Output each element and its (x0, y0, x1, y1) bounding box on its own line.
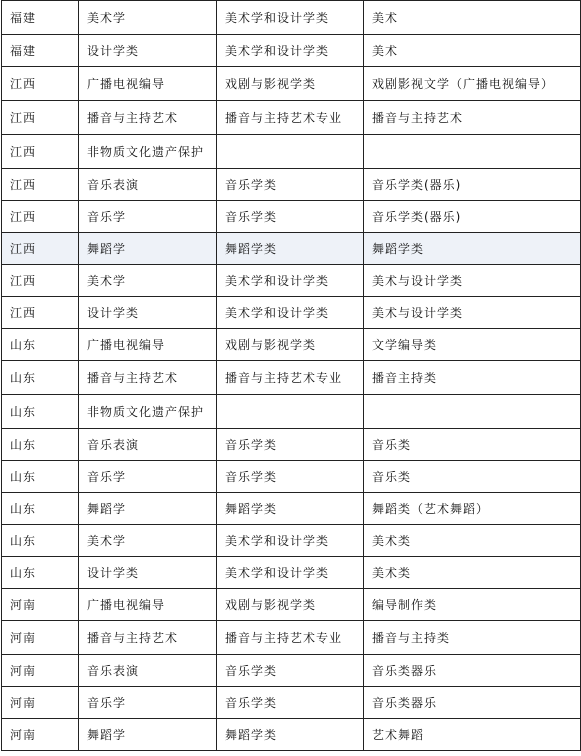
category-cell: 戏剧与影视学类 (217, 329, 364, 361)
major-cell: 广播电视编导 (79, 589, 217, 621)
exam-cell: 音乐类 (364, 461, 581, 493)
exam-cell: 舞蹈学类 (364, 233, 581, 265)
major-cell: 音乐表演 (79, 655, 217, 687)
exam-cell: 音乐类器乐 (364, 687, 581, 719)
table-row (2, 135, 581, 169)
major-cell: 设计学类 (79, 35, 217, 67)
category-cell: 音乐学类 (217, 429, 364, 461)
table-row (2, 265, 581, 297)
exam-cell: 美术 (364, 1, 581, 35)
province-cell: 河南 (2, 589, 79, 621)
exam-cell (364, 135, 581, 169)
province-cell: 江西 (2, 201, 79, 233)
table-row (2, 493, 581, 525)
category-cell: 音乐学类 (217, 169, 364, 201)
category-cell: 美术学和设计学类 (217, 1, 364, 35)
province-cell: 江西 (2, 233, 79, 265)
major-cell: 音乐学 (79, 201, 217, 233)
province-cell: 江西 (2, 297, 79, 329)
exam-cell: 播音与主持艺术 (364, 101, 581, 135)
province-cell: 江西 (2, 265, 79, 297)
table-row (2, 169, 581, 201)
major-cell: 广播电视编导 (79, 329, 217, 361)
exam-cell: 美术类 (364, 557, 581, 589)
province-cell: 江西 (2, 67, 79, 101)
major-cell: 设计学类 (79, 557, 217, 589)
table-row-highlighted (2, 233, 581, 265)
province-cell: 福建 (2, 35, 79, 67)
table-row (2, 201, 581, 233)
admission-table (1, 0, 581, 751)
province-cell: 山东 (2, 361, 79, 395)
province-cell: 福建 (2, 1, 79, 35)
category-cell: 播音与主持艺术专业 (217, 101, 364, 135)
major-cell: 舞蹈学 (79, 233, 217, 265)
category-cell: 戏剧与影视学类 (217, 67, 364, 101)
province-cell: 山东 (2, 329, 79, 361)
major-cell: 舞蹈学 (79, 493, 217, 525)
major-cell: 播音与主持艺术 (79, 361, 217, 395)
table-row (2, 361, 581, 395)
province-cell: 山东 (2, 429, 79, 461)
category-cell: 舞蹈学类 (217, 719, 364, 751)
province-cell: 山东 (2, 525, 79, 557)
province-cell: 山东 (2, 493, 79, 525)
exam-cell: 播音主持类 (364, 361, 581, 395)
major-cell: 音乐学 (79, 461, 217, 493)
category-cell: 音乐学类 (217, 201, 364, 233)
major-cell: 广播电视编导 (79, 67, 217, 101)
exam-cell: 音乐学类(器乐) (364, 169, 581, 201)
exam-cell: 播音与主持类 (364, 621, 581, 655)
exam-cell: 戏剧影视文学（广播电视编导） (364, 67, 581, 101)
exam-cell: 艺术舞蹈 (364, 719, 581, 751)
table-row (2, 429, 581, 461)
major-cell: 美术学 (79, 1, 217, 35)
category-cell: 美术学和设计学类 (217, 35, 364, 67)
exam-cell: 美术类 (364, 525, 581, 557)
table-body (2, 1, 581, 751)
major-cell: 音乐表演 (79, 169, 217, 201)
major-cell: 播音与主持艺术 (79, 101, 217, 135)
exam-cell (364, 395, 581, 429)
exam-cell: 音乐学类(器乐) (364, 201, 581, 233)
major-cell: 美术学 (79, 525, 217, 557)
province-cell: 山东 (2, 461, 79, 493)
table-row (2, 589, 581, 621)
table-row (2, 687, 581, 719)
table-row (2, 67, 581, 101)
table-row (2, 101, 581, 135)
table-row (2, 297, 581, 329)
province-cell: 江西 (2, 101, 79, 135)
major-cell: 非物质文化遗产保护 (79, 135, 217, 169)
table-row (2, 461, 581, 493)
category-cell (217, 395, 364, 429)
category-cell: 舞蹈学类 (217, 493, 364, 525)
major-cell: 设计学类 (79, 297, 217, 329)
table-row (2, 395, 581, 429)
exam-cell: 文学编导类 (364, 329, 581, 361)
category-cell: 播音与主持艺术专业 (217, 621, 364, 655)
province-cell: 山东 (2, 395, 79, 429)
major-cell: 音乐学 (79, 687, 217, 719)
table-row (2, 557, 581, 589)
table-row (2, 525, 581, 557)
category-cell: 播音与主持艺术专业 (217, 361, 364, 395)
province-cell: 河南 (2, 655, 79, 687)
table-row (2, 719, 581, 751)
table-row (2, 329, 581, 361)
exam-cell: 音乐类器乐 (364, 655, 581, 687)
table-row (2, 1, 581, 35)
category-cell: 美术学和设计学类 (217, 525, 364, 557)
category-cell: 舞蹈学类 (217, 233, 364, 265)
major-cell: 音乐表演 (79, 429, 217, 461)
exam-cell: 美术 (364, 35, 581, 67)
category-cell: 音乐学类 (217, 687, 364, 719)
province-cell: 河南 (2, 621, 79, 655)
exam-cell: 舞蹈类（艺术舞蹈） (364, 493, 581, 525)
province-cell: 河南 (2, 719, 79, 751)
table-row (2, 655, 581, 687)
major-cell: 舞蹈学 (79, 719, 217, 751)
category-cell: 戏剧与影视学类 (217, 589, 364, 621)
province-cell: 河南 (2, 687, 79, 719)
category-cell: 音乐学类 (217, 655, 364, 687)
table-row (2, 35, 581, 67)
major-cell: 美术学 (79, 265, 217, 297)
major-cell: 播音与主持艺术 (79, 621, 217, 655)
category-cell: 音乐学类 (217, 461, 364, 493)
major-cell: 非物质文化遗产保护 (79, 395, 217, 429)
table-row (2, 621, 581, 655)
category-cell: 美术学和设计学类 (217, 557, 364, 589)
category-cell: 美术学和设计学类 (217, 297, 364, 329)
exam-cell: 美术与设计学类 (364, 297, 581, 329)
category-cell: 美术学和设计学类 (217, 265, 364, 297)
exam-cell: 编导制作类 (364, 589, 581, 621)
province-cell: 山东 (2, 557, 79, 589)
province-cell: 江西 (2, 169, 79, 201)
category-cell (217, 135, 364, 169)
exam-cell: 音乐类 (364, 429, 581, 461)
province-cell: 江西 (2, 135, 79, 169)
exam-cell: 美术与设计学类 (364, 265, 581, 297)
